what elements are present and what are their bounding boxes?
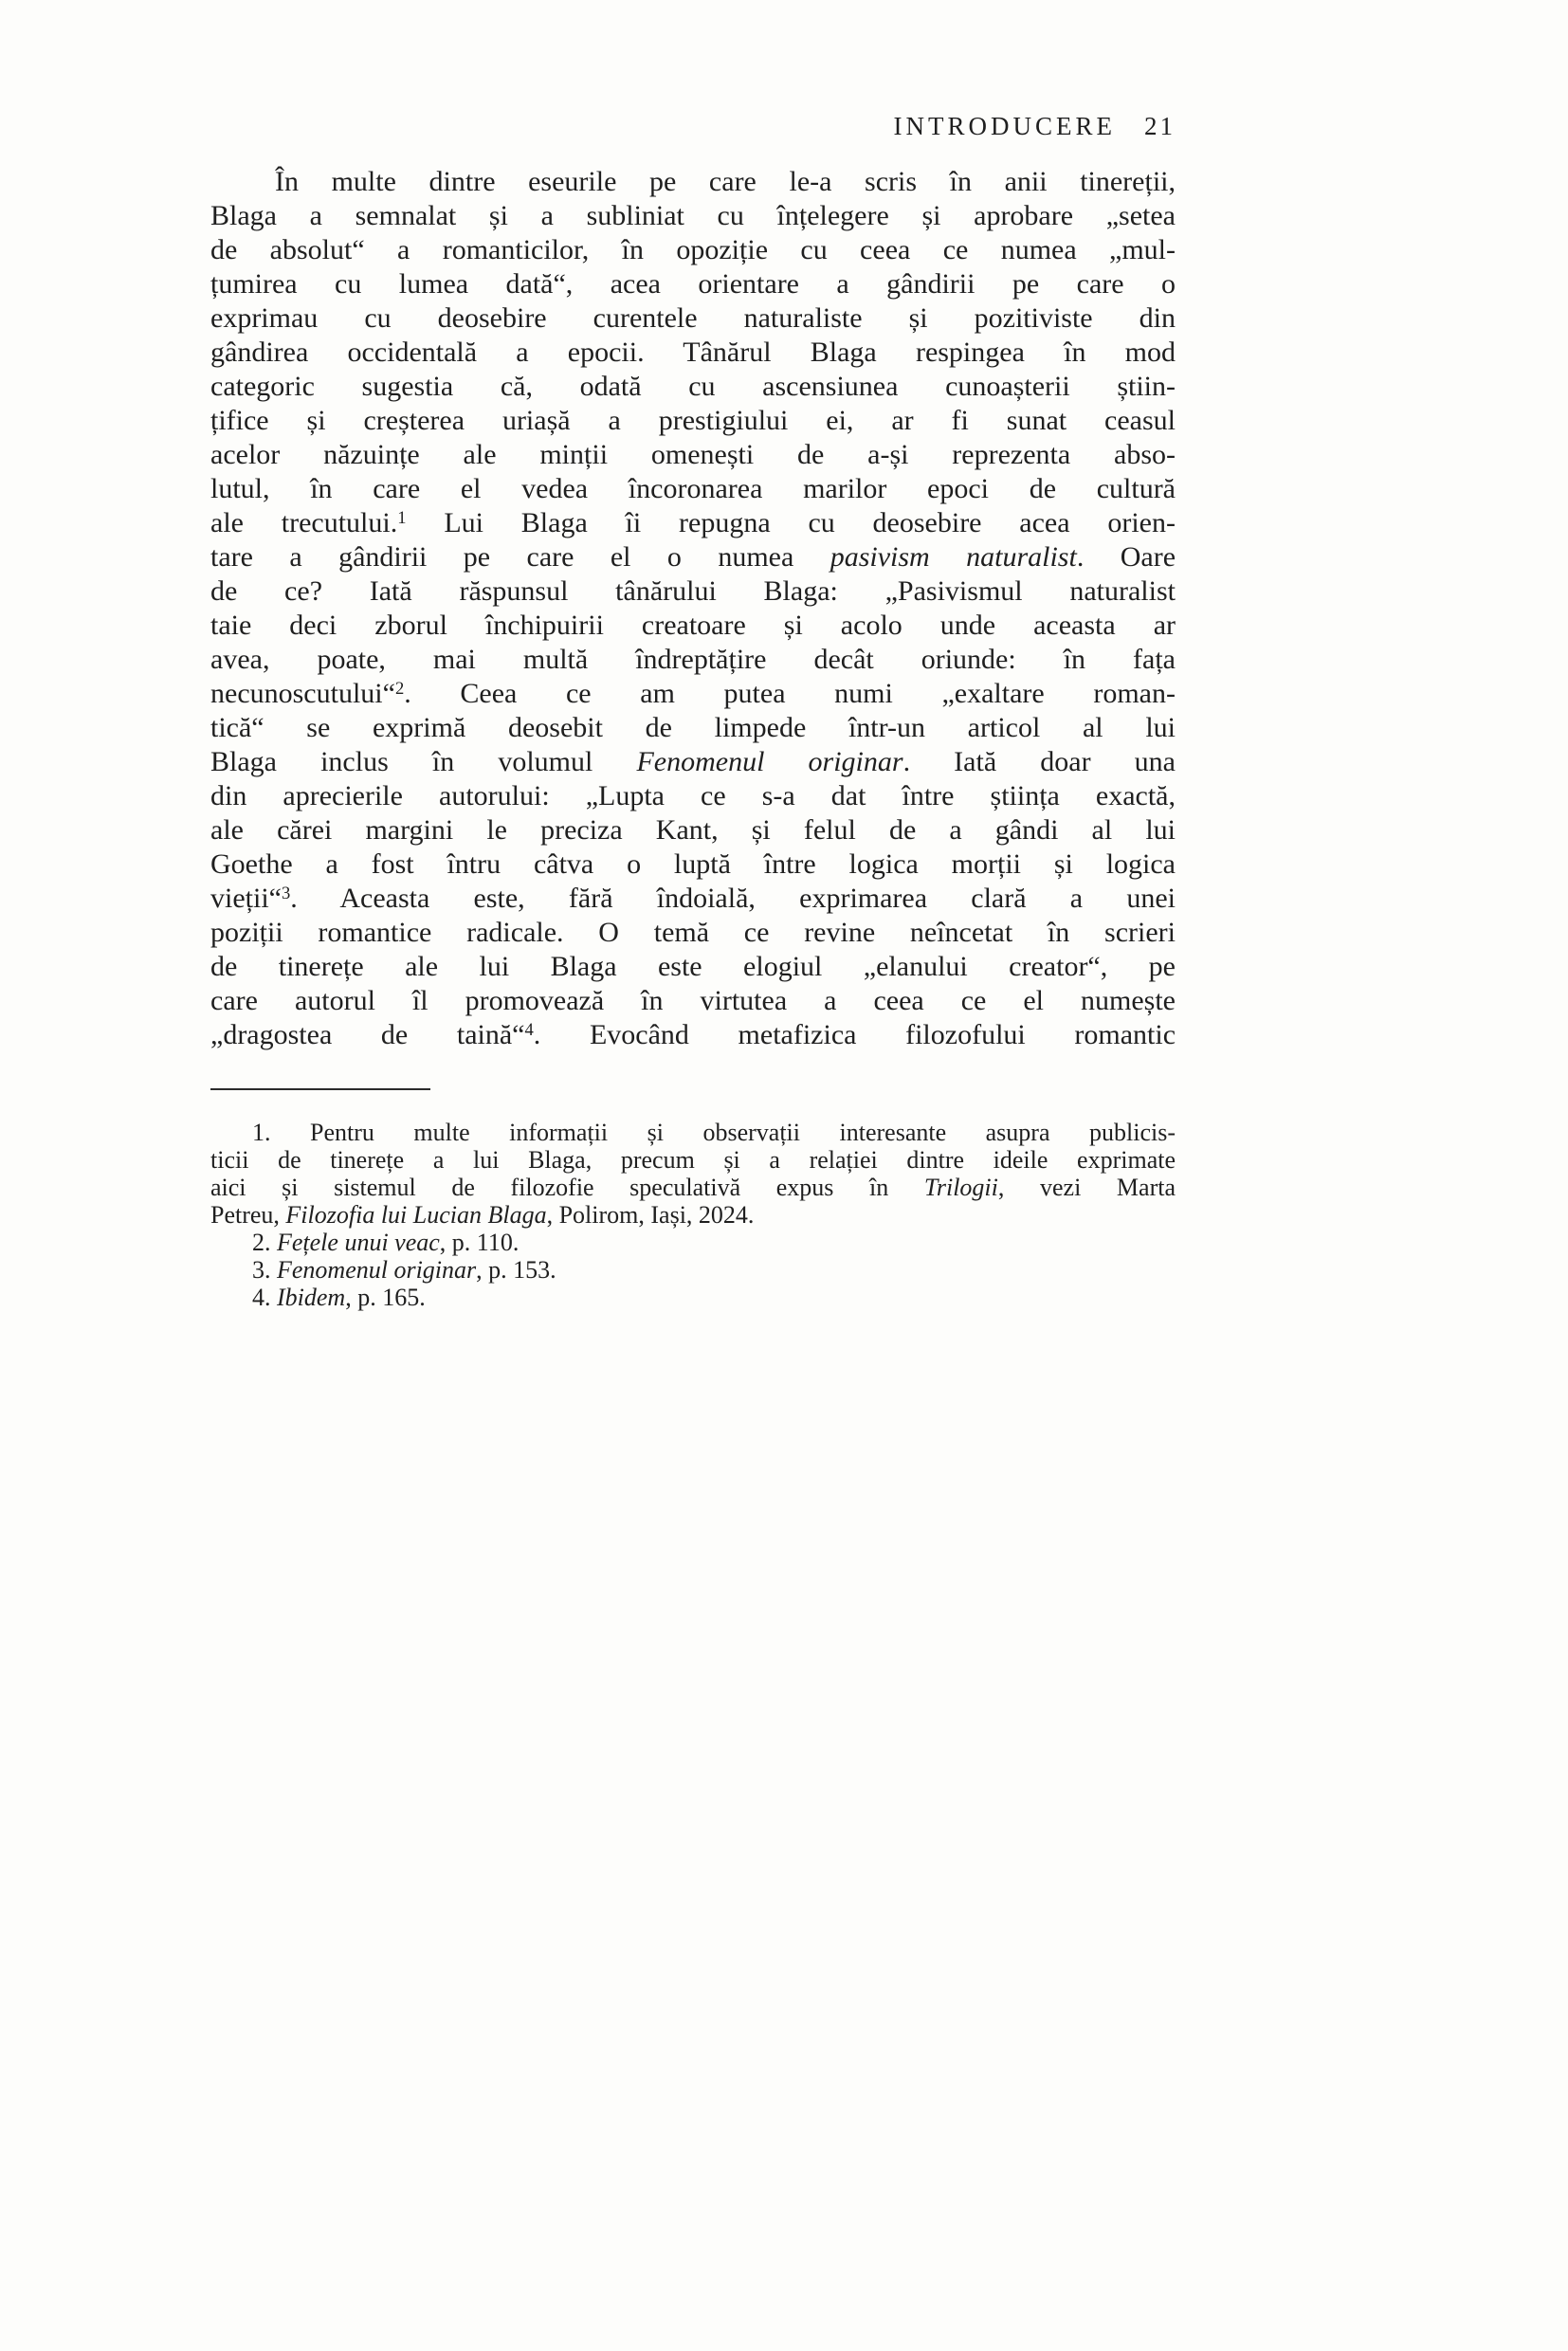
text-segment: 2. [252, 1229, 277, 1256]
text-line [210, 404, 1176, 438]
text-line [210, 1119, 1176, 1146]
text-segment: În multe dintre eseurile pe care le-a scris în anii tinereții, [275, 166, 1176, 197]
text-line [210, 1146, 1176, 1174]
text-line [210, 677, 1176, 711]
text-line [210, 1256, 1176, 1284]
text-segment: țumirea cu lumea dată“, acea orientare a gândirii pe care o [210, 268, 1176, 300]
page-header [210, 112, 1176, 141]
text-line [210, 779, 1176, 813]
text-line [210, 847, 1176, 882]
text-segment: 1. Pentru multe informații și observații interesante asupra publicis- [252, 1119, 1176, 1146]
text-segment: , p. 165. [345, 1284, 426, 1311]
text-segment: ale trecutului. [210, 507, 398, 538]
text-line [210, 950, 1176, 984]
footnote-marker: 3 [281, 883, 291, 903]
text-segment: ale cărei margini le preciza Kant, și felul de a gândi al lui [210, 814, 1176, 846]
text-line [210, 199, 1176, 233]
text-segment: Goethe a fost întru câtva o luptă între logica morții și logica [210, 848, 1176, 880]
text-segment: lutul, în care el vedea încoronarea marilor epoci de cultură [210, 473, 1176, 504]
text-line [210, 1229, 1176, 1256]
text-segment: de ce? Iată răspunsul tânărului Blaga: „Pasivismul naturalist [210, 575, 1176, 607]
text-segment: „dragostea de taină“ [210, 1019, 525, 1050]
text-segment: de tinerețe ale lui Blaga este elogiul „elanului creator“, pe [210, 951, 1176, 982]
text-line [210, 472, 1176, 506]
italic-segment: Fețele unui veac [277, 1229, 440, 1256]
text-line [210, 233, 1176, 267]
text-line [210, 1174, 1176, 1201]
text-line [210, 574, 1176, 609]
text-segment: . Oare [1076, 541, 1176, 573]
footnotes [210, 1119, 1176, 1311]
text-segment: vieții“ [210, 883, 282, 914]
text-segment: , vezi Marta [997, 1174, 1176, 1201]
text-line [210, 1018, 1176, 1052]
text-segment: . Iată doar una [903, 746, 1176, 777]
text-segment: de absolut“ a romanticilor, în opoziție cu ceea ce numea „mul- [210, 234, 1176, 265]
text-segment: din aprecierile autorului: „Lupta ce s-a dat între știința exactă, [210, 780, 1176, 811]
text-line [210, 506, 1176, 540]
text-line [210, 267, 1176, 301]
text-line [210, 984, 1176, 1018]
text-segment: acelor năzuințe ale minții omenești de a-și reprezenta abso- [210, 439, 1176, 470]
text-line [210, 609, 1176, 643]
text-segment: gândirea occidentală a epocii. Tânărul Blaga respingea în mod [210, 337, 1176, 368]
text-line [210, 540, 1176, 574]
text-line [210, 745, 1176, 779]
text-segment: exprimau cu deosebire curentele naturaliste și pozitiviste din [210, 302, 1176, 334]
text-segment: care autorul îl promovează în virtutea a ceea ce el numește [210, 985, 1176, 1016]
footnote-marker: 2 [394, 678, 405, 699]
text-line [210, 370, 1176, 404]
running-head-title: INTRODUCERE [893, 112, 1116, 140]
footnote-marker: 4 [524, 1019, 534, 1040]
text-segment: taie deci zborul închipuirii creatoare și acolo unde aceasta ar [210, 610, 1176, 641]
text-line [210, 1284, 1176, 1311]
text-segment: , Polirom, Iași, 2024. [546, 1201, 755, 1229]
text-line [210, 438, 1176, 472]
text-line [210, 301, 1176, 336]
text-line [210, 882, 1176, 916]
text-segment: , p. 153. [476, 1256, 556, 1284]
text-segment: Blaga a semnalat și a subliniat cu înțelegere și aprobare „setea [210, 200, 1176, 231]
text-segment: . Evocând metafizica filozofului romantic [533, 1019, 1176, 1050]
body-text [210, 165, 1176, 1052]
footnote-separator-rule [210, 1088, 430, 1090]
italic-segment: Fenomenul originar [636, 746, 903, 777]
text-line [210, 165, 1176, 199]
text-line [210, 336, 1176, 370]
text-segment: aici și sistemul de filozofie speculativă expus în [210, 1174, 924, 1201]
text-segment: . Ceea ce am putea numi „exaltare roman- [404, 678, 1176, 709]
italic-segment: Filozofia lui Lucian Blaga [285, 1201, 547, 1229]
text-segment: Petreu, [210, 1201, 286, 1229]
italic-segment: Fenomenul originar [277, 1256, 477, 1284]
text-line [210, 643, 1176, 677]
text-segment: avea, poate, mai multă îndreptățire decât oriunde: în fața [210, 644, 1176, 675]
text-segment: ticii de tinerețe a lui Blaga, precum și a relației dintre ideile exprimate [210, 1146, 1176, 1174]
text-line [210, 813, 1176, 847]
italic-segment: Trilogii [923, 1174, 998, 1201]
text-segment: 3. [252, 1256, 277, 1284]
text-segment: tare a gândirii pe care el o numea [210, 541, 830, 573]
text-segment: necunoscutului“ [210, 678, 395, 709]
text-segment: țifice și creșterea uriașă a prestigiului ei, ar fi sunat ceasul [210, 405, 1176, 436]
text-segment: poziții romantice radicale. O temă ce revine neîncetat în scrieri [210, 917, 1176, 948]
text-segment: . Aceasta este, fără îndoială, exprimarea clară a unei [290, 883, 1176, 914]
text-line [210, 711, 1176, 745]
footnote-marker: 1 [397, 507, 407, 528]
text-segment: Lui Blaga îi repugna cu deosebire acea orien- [406, 507, 1176, 538]
text-segment: tică“ se exprimă deosebit de limpede într-un articol al lui [210, 712, 1176, 743]
italic-segment: pasivism naturalist [830, 541, 1077, 573]
page-number: 21 [1144, 112, 1176, 140]
text-segment: categoric sugestia că, odată cu ascensiunea cunoașterii știin- [210, 371, 1176, 402]
text-segment: , p. 110. [439, 1229, 520, 1256]
text-segment: Blaga inclus în volumul [210, 746, 637, 777]
text-segment: 4. [252, 1284, 277, 1311]
text-line [210, 916, 1176, 950]
italic-segment: Ibidem [277, 1284, 346, 1311]
text-line [210, 1201, 1176, 1229]
